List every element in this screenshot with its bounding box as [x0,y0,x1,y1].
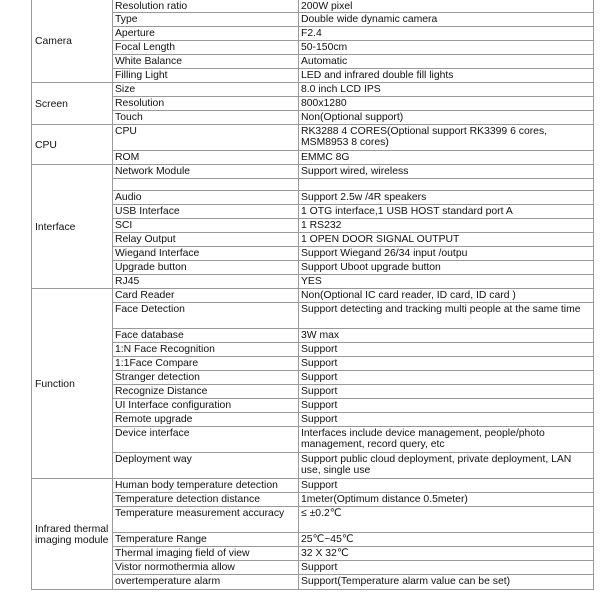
spec-item-cell: Aperture [113,27,299,41]
spec-value-cell: 25℃~45℃ [299,533,594,547]
spec-value-cell: Interfaces include device management, people/photo management, record query, etc [299,427,594,453]
spec-item-cell: Card Reader [113,289,299,303]
table-row [32,233,594,247]
table-row [32,427,594,453]
spec-table [31,0,594,590]
spec-value-cell: Non(Optional support) [299,111,594,125]
spec-item-cell: Relay Output [113,233,299,247]
spec-value-cell: Non(Optional IC card reader, ID card, ID card ) [299,289,594,303]
spec-value-cell: 1 OPEN DOOR SIGNAL OUTPUT [299,233,594,247]
spec-value-cell: Support Wiegand 26/34 input /outpu [299,247,594,261]
spec-value-cell: Support [299,385,594,399]
spec-value-cell: Double wide dynamic camera [299,13,594,27]
table-row [32,0,594,13]
spec-value-cell: 8.0 inch LCD IPS [299,83,594,97]
spec-item-cell: Remote upgrade [113,413,299,427]
spec-value-cell: ≤ ±0.2℃ [299,507,594,533]
spec-item-cell: Temperature Range [113,533,299,547]
table-row [32,479,594,493]
spec-value-cell: Support [299,561,594,575]
spec-value-cell: Automatic [299,55,594,69]
table-row [32,453,594,479]
table-row [32,13,594,27]
category-cell: Function [32,289,113,479]
spec-value-cell: 1meter(Optimum distance 0.5meter) [299,493,594,507]
table-row [32,111,594,125]
spec-value-cell: Support [299,343,594,357]
category-cell: Infrared thermal imaging module [32,479,113,590]
table-row [32,247,594,261]
spec-item-cell: Human body temperature detection [113,479,299,493]
spec-item-cell: Recognize Distance [113,385,299,399]
table-row [32,83,594,97]
spec-value-cell: Support 2.5w /4R speakers [299,191,594,205]
spec-item-cell: Face database [113,329,299,343]
spec-value-cell: 32 X 32℃ [299,547,594,561]
spec-item-cell: Temperature measurement accuracy [113,507,299,533]
spec-value-cell: Support Uboot upgrade button [299,261,594,275]
spec-item-cell: Touch [113,111,299,125]
table-row [32,507,594,533]
table-row [32,533,594,547]
spec-item-cell: UI Interface configuration [113,399,299,413]
table-row [32,165,594,179]
table-row [32,205,594,219]
spec-value-cell: 200W pixel [299,0,594,13]
spec-item-cell: 1:1Face Compare [113,357,299,371]
spec-value-cell: Support [299,371,594,385]
table-row [32,97,594,111]
spec-item-cell: 1:N Face Recognition [113,343,299,357]
table-row [32,575,594,590]
spec-value-cell: Support [299,413,594,427]
table-row [32,493,594,507]
spec-item-cell: SCI [113,219,299,233]
table-row [32,55,594,69]
table-row [32,151,594,165]
table-row [32,219,594,233]
spec-item-cell: Focal Length [113,41,299,55]
table-row [32,261,594,275]
table-row [32,41,594,55]
spec-item-cell: Deployment way [113,453,299,479]
table-row [32,179,594,191]
spec-item-cell: White Balance [113,55,299,69]
table-row [32,399,594,413]
table-row [32,69,594,83]
spec-item-cell: Resolution ratio [113,0,299,13]
spec-item-cell: Network Module [113,165,299,179]
spec-value-cell: Support wired, wireless [299,165,594,179]
spec-value-cell: Support [299,479,594,493]
spec-value-cell: Support(Temperature alarm value can be set) [299,575,594,590]
spec-value-cell: Support [299,399,594,413]
spec-value-cell [299,179,594,191]
spec-value-cell: Support detecting and tracking multi people at the same time [299,303,594,329]
spec-value-cell: 50-150cm [299,41,594,55]
spec-value-cell: F2.4 [299,27,594,41]
category-cell: Screen [32,83,113,125]
spec-item-cell: CPU [113,125,299,151]
spec-value-cell: EMMC 8G [299,151,594,165]
table-row [32,547,594,561]
spec-item-cell: Upgrade button [113,261,299,275]
spec-value-cell: 3W max [299,329,594,343]
spec-item-cell: overtemperature alarm [113,575,299,590]
category-cell: Interface [32,165,113,289]
spec-item-cell: Temperature detection distance [113,493,299,507]
spec-item-cell: Face Detection [113,303,299,329]
category-cell: CPU [32,125,113,165]
spec-value-cell: LED and infrared double fill lights [299,69,594,83]
spec-item-cell: USB Interface [113,205,299,219]
spec-value-cell: YES [299,275,594,289]
spec-item-cell: RJ45 [113,275,299,289]
table-row [32,561,594,575]
spec-value-cell: 1 RS232 [299,219,594,233]
spec-value-cell: RK3288 4 CORES(Optional support RK3399 6 cores, MSM8953 8 cores) [299,125,594,151]
spec-item-cell: Filling Light [113,69,299,83]
spec-value-cell: 1 OTG interface,1 USB HOST standard port A [299,205,594,219]
spec-item-cell: Wiegand Interface [113,247,299,261]
spec-item-cell: Size [113,83,299,97]
spec-item-cell: Audio [113,191,299,205]
table-row [32,275,594,289]
spec-value-cell: Support [299,357,594,371]
spec-value-cell: Support public cloud deployment, private deployment, LAN use, single use [299,453,594,479]
table-row [32,343,594,357]
spec-item-cell [113,179,299,191]
table-row [32,125,594,151]
table-row [32,27,594,41]
spec-table-body [32,0,594,590]
table-row [32,289,594,303]
category-cell: Camera [32,0,113,83]
table-row [32,413,594,427]
spec-item-cell: Thermal imaging field of view [113,547,299,561]
table-row [32,357,594,371]
spec-item-cell: Vistor normothermia allow [113,561,299,575]
table-row [32,371,594,385]
spec-item-cell: Type [113,13,299,27]
spec-item-cell: Resolution [113,97,299,111]
table-row [32,191,594,205]
table-row [32,303,594,329]
spec-item-cell: ROM [113,151,299,165]
table-row [32,329,594,343]
table-row [32,385,594,399]
spec-item-cell: Stranger detection [113,371,299,385]
spec-item-cell: Device interface [113,427,299,453]
spec-value-cell: 800x1280 [299,97,594,111]
